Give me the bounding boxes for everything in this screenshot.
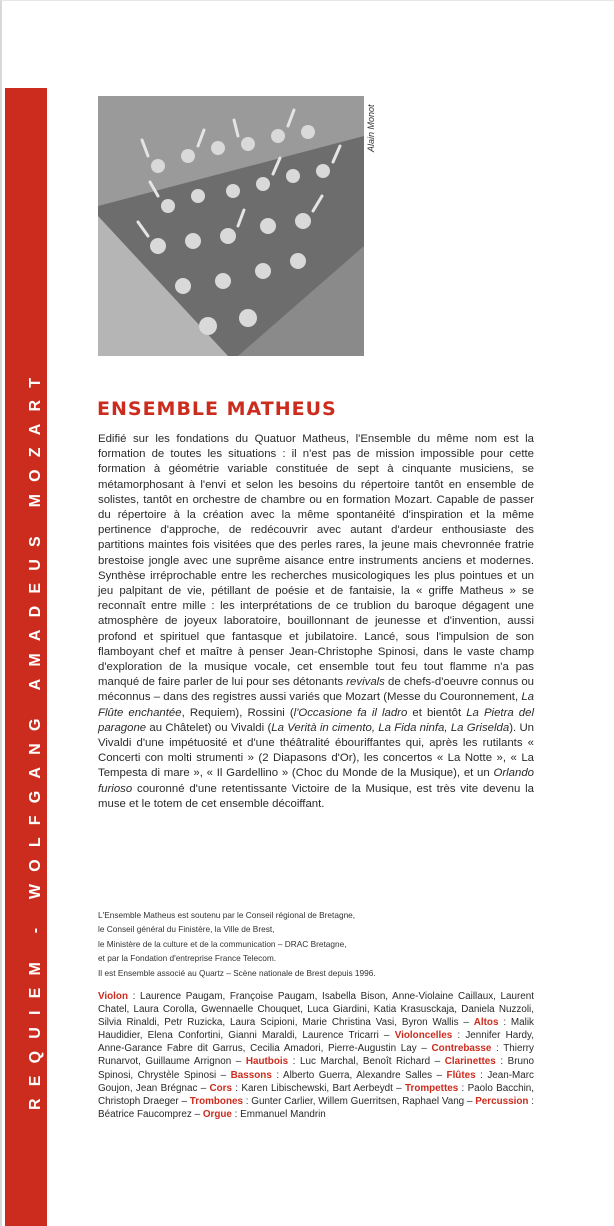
support-line: le Conseil général du Finistère, la Ville de Brest,	[98, 924, 275, 935]
section-names-contrebasse: : Thierry Runarvot, Guillaume Arrignon –	[98, 1043, 534, 1068]
section-label-bassons: Bassons	[230, 1069, 272, 1081]
body-text-4: et bientôt	[407, 706, 467, 719]
section-label-violon: Violon	[98, 991, 128, 1002]
section-label-flutes: Flûtes	[446, 1069, 476, 1081]
section-names-altos: : Malik Haudidier, Elena Confortini, Gianni Maraldi, Laurence Tricarri –	[98, 1017, 534, 1042]
section-names-percussion: : Béatrice Faucomprez –	[98, 1095, 534, 1120]
section-label-contrebasse: Contrebasse	[431, 1043, 492, 1055]
section-names-flutes: : Jean-Marc Goujon, Jean Brégnac –	[98, 1069, 534, 1094]
body-text-7: couronné d'une retentissante Victoire de la Musique, est très vite devenu la muse et le totem de cet ensemble décoiffant.	[98, 782, 534, 810]
article-title: ENSEMBLE MATHEUS	[97, 398, 337, 420]
body-text-6: ). Un Vivaldi d'une impétuosité et d'une théâtralité ébouriffantes qui, après les rutilants « Concerti con molti strumenti » (2 Diapasons d'Or), les concertos « La Notte », « La Tempesta di mare », « Il Gardellino » (Choc du Monde de la Musique), et un	[98, 721, 535, 780]
article-paragraph	[98, 432, 534, 812]
section-names-trombones: : Gunter Carlier, Willem Guerritsen, Raphael Vang –	[242, 1095, 476, 1107]
section-names-clarinettes: : Bruno Spinosi, Chrystèle Spinosi –	[98, 1056, 535, 1081]
support-line: et par la Fondation d'entreprise France Telecom.	[98, 953, 277, 964]
section-label-cors: Cors	[209, 1082, 232, 1094]
musicians-list	[98, 990, 534, 1121]
body-text-verita: La Verità in cimento, La Fida ninfa, La Griselda	[271, 721, 510, 734]
ensemble-photo	[98, 96, 364, 356]
body-text-flute: La Flûte enchantée	[98, 691, 534, 719]
body-text-orlando: Orlando furioso	[98, 767, 534, 795]
section-names-bassons: : Alberto Guerra, Alexandre Salles –	[271, 1069, 447, 1081]
body-text-5: au Châtelet) ou Vivaldi (	[146, 721, 272, 734]
support-line: le Ministère de la culture et de la communication – DRAC Bretagne,	[98, 938, 347, 949]
photo-credit: Alain Monot	[366, 104, 376, 152]
section-label-altos: Altos	[473, 1017, 499, 1029]
article-body	[98, 432, 534, 812]
section-names-trompettes: : Paolo Bacchin, Christoph Draeger –	[98, 1082, 535, 1107]
body-text-occasione: l'Occasione fa il ladro	[293, 706, 408, 719]
support-credits	[98, 908, 534, 980]
section-names-violoncelles: : Jennifer Hardy, Anne-Garance Fabre dit Garrus, Cecilia Amadori, Pierre-Augustin Lay –	[98, 1030, 534, 1055]
section-names-violon: : Laurence Paugam, Françoise Paugam, Isabella Bison, Anne-Violaine Caillaux, Laurent Chatel, Laura Corolla, Gwennaelle Chouquet, Luca Giardini, Katia Krasusckaja, Daniela Nuzzoli, Silvia Rinaldi, Petr Ruzicka, Laura Scipioni, Marie Christina Vasi, Byron Wallis –	[98, 991, 534, 1029]
support-line: L'Ensemble Matheus est soutenu par le Conseil régional de Bretagne,	[98, 910, 356, 920]
section-names-cors: : Karen Libischewski, Bart Aerbeydt –	[232, 1082, 405, 1094]
body-text-revivals: revivals	[346, 676, 385, 689]
side-band-title: REQUIEM - WOLFGANG AMADEUS MOZART	[27, 365, 44, 1110]
section-label-orgue: Orgue	[202, 1108, 232, 1120]
section-names-orgue: : Emmanuel Mandrin	[231, 1108, 326, 1120]
body-text-pietra: La Pietra del paragone	[98, 706, 534, 734]
section-label-clarinettes: Clarinettes	[444, 1056, 496, 1068]
section-label-percussion: Percussion	[475, 1095, 529, 1107]
musicians-paragraph	[98, 990, 534, 1121]
support-line: Il est Ensemble associé au Quartz – Scène nationale de Brest depuis 1996.	[98, 967, 376, 978]
section-label-trompettes: Trompettes	[404, 1082, 459, 1094]
section-label-hautbois: Hautbois	[245, 1056, 289, 1068]
body-text-3: , Requiem), Rossini (	[181, 706, 294, 719]
photo-illustration	[98, 96, 364, 356]
section-names-hautbois: : Luc Marchal, Benoît Richard –	[288, 1056, 445, 1068]
body-text-1: Edifié sur les fondations du Quatuor Matheus, l'Ensemble du même nom est la formation de toutes les situations : il n'est pas de mission impossible pour cette formation à géométrie variable constituée de sept à cinquante musiciens, se métamorphosant à l'envi et selon les besoins du répertoire tantôt en ensemble de solistes, tantôt en orchestre de chambre ou en formation Mozart. Capable de passer du répertoire à la création avec la même spontanéité d'inspiration et la même pertinence d'approche, de redécouvrir avec autant d'ardeur enthousiaste des partitions maintes fois visitées que des perles rares, la jeune mais chevronnée fratrie brestoise jongle avec une suprême aisance entre instruments anciens et modernes. Synthèse irréprochable entre les recherches musicologiques les plus pointues et un jeu palpitant de vie, pétillant de poésie et de fantaisie, la « griffe Matheus » se reconnaît entre mille : les interprétations de ce trublion du baroque dégagent une atmosphère de joyeux laboratoire, bouillonnant de jeunesse et d'invention, aussi profond et spirituel que fantasque et jubilatoire. Lancé, sous l'impulsion de son flamboyant chef et maître à penser Jean-Christophe Spinosi, dans le vaste champ d'exploration de la musique vocale, cet ensemble tout feu tout flamme n'a pas manqué de faire parler de lui pour ses détonants	[98, 433, 534, 689]
section-label-violoncelles: Violoncelles	[394, 1030, 453, 1042]
section-label-trombones: Trombones	[189, 1095, 243, 1107]
body-text-2: de chefs-d'oeuvre connus ou méconnus – dans des registres aussi variés que Mozart (Messe du Couronnement,	[98, 676, 534, 704]
